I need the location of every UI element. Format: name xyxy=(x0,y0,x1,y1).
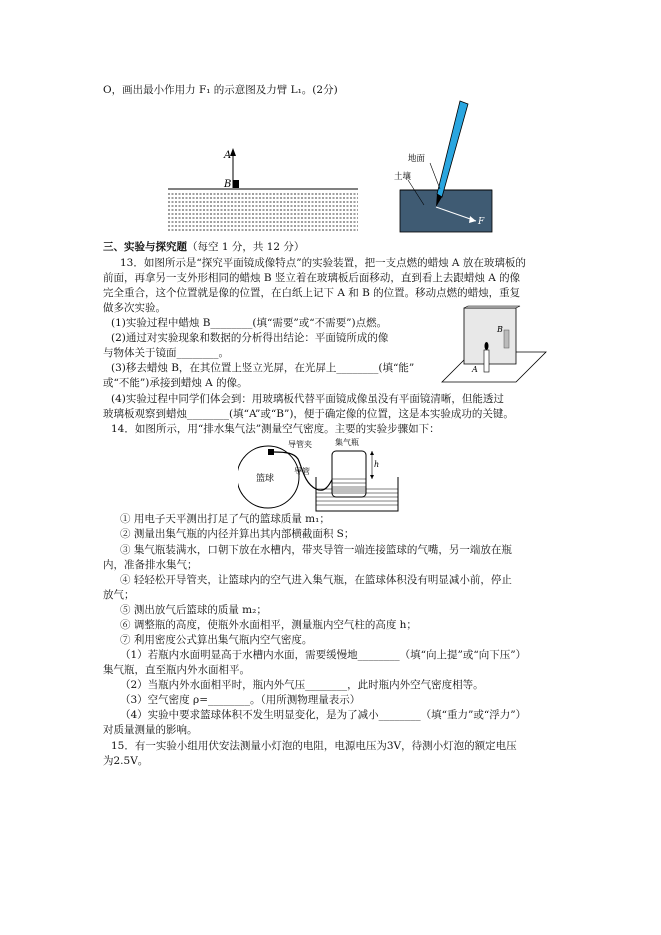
lever-figure xyxy=(168,140,358,232)
label-b: B xyxy=(224,179,232,190)
label-soil: 土壤 xyxy=(394,172,412,182)
q15-line-2: 为2.5V。 xyxy=(103,755,149,767)
soil-stick-figure xyxy=(392,97,502,235)
q13-part-2a: (2)通过对实验现象和数据的分析得出结论：平面镜所成的像 xyxy=(111,332,389,344)
q13-line-1: 13．如图所示是“探究平面镜成像特点”的实验装置，把一支点燃的蜡烛 A 放在玻璃板的 xyxy=(120,257,526,269)
q14-answer-4b: 对质量测量的影响。 xyxy=(103,724,198,736)
section-note: （每空 1 分，共 12 分） xyxy=(187,241,305,253)
q14-step-6: ⑥ 调整瓶的高度，使瓶外水面相平，测量瓶内空气柱的高度 h； xyxy=(120,619,417,631)
question-12-tail: O，画出最小作用力 F₁ 的示意图及力臂 L₁。(2分) xyxy=(103,84,338,96)
q13-part-4a: (4)实验过程中同学们体会到：用玻璃板代替平面镜成像虽没有平面镜清晰，但能透过 xyxy=(111,393,504,405)
label-ball: 篮球 xyxy=(256,474,275,484)
fig-label-a: A xyxy=(472,365,478,374)
q14-intro: 14．如图所示，用“排水集气法”测量空气密度。主要的实验步骤如下： xyxy=(111,423,440,435)
label-clip: 导管夹 xyxy=(288,440,312,449)
q14-step-3a: ③ 集气瓶装满水，口朝下放在水槽内，带夹导管一端连接篮球的气嘴，另一端放在瓶 xyxy=(120,544,512,556)
section-title: 三、实验与探究题 xyxy=(103,241,187,253)
q14-answer-2: （2）当瓶内外水面相平时，瓶内外气压________，此时瓶内外空气密度相等。 xyxy=(120,679,484,691)
q14-answer-4a: （4）实验中要求篮球体积不发生明显变化，是为了减小________（填“重力”或“浮力”） xyxy=(120,709,527,721)
label-bottle: 集气瓶 xyxy=(335,438,359,447)
label-a: A xyxy=(224,150,232,161)
q14-step-4a: ④ 轻轻松开导管夹，让篮球内的空气进入集气瓶，在篮球体积没有明显减小前，停止 xyxy=(120,574,512,586)
q13-part-1: (1)实验过程中蜡烛 B________(填“需要”或“不需要”)点燃。 xyxy=(111,317,388,329)
q13-part-4b: 玻璃板观察到蜡烛________(填“A”或“B”)，便于确定像的位置，这是本实验成功的关键。 xyxy=(103,408,514,420)
q14-step-7: ⑦ 利用密度公式算出集气瓶内空气密度。 xyxy=(120,634,313,646)
q13-line-3: 完全重合，这个位置就是像的位置，在白纸上记下 A 和 B 的位置。移动点燃的蜡烛，重复 xyxy=(103,287,521,299)
label-h: h xyxy=(374,460,380,469)
label-tube: 导管 xyxy=(294,467,310,476)
section-heading xyxy=(103,240,304,254)
mirror-experiment-figure xyxy=(438,302,548,388)
q14-step-3b: 内，准备排水集气； xyxy=(103,559,198,571)
q14-answer-3: （3）空气密度 ρ=________。（用所测物理量表示） xyxy=(120,694,361,706)
fig-label-b: B xyxy=(497,325,503,334)
label-ground: 地面 xyxy=(408,154,426,164)
q13-part-3a: (3)移去蜡烛 B，在其位置上竖立光屏，在光屏上________(填“能” xyxy=(111,362,415,374)
q14-answer-1a: （1）若瓶内水面明显高于水槽内水面，需要缓慢地________（填“向上提”或“向下压”） xyxy=(120,649,527,661)
q14-step-5: ⑤ 测出放气后篮球的质量 m₂； xyxy=(120,604,267,616)
gas-collection-figure xyxy=(238,437,404,513)
q14-step-4b: 放气； xyxy=(103,589,135,601)
q15-line-1: 15．有一实验小组用伏安法测量小灯泡的电阻，电源电压为3V，待测小灯泡的额定电压 xyxy=(111,740,517,752)
q13-part-2b: 与物体关于镜面________。 xyxy=(103,347,229,359)
q13-line-2: 前面，再拿另一支外形相同的蜡烛 B 竖立着在玻璃板后面移动，直到看上去跟蜡烛 A 的像 xyxy=(103,272,521,284)
q13-part-3b: 或“不能”)承接到蜡烛 A 的像。 xyxy=(103,377,248,389)
q13-line-4: 做多次实验。 xyxy=(103,302,166,314)
q14-step-1: ① 用电子天平测出打足了气的篮球质量 m₁； xyxy=(120,513,330,525)
q14-answer-1b: 集气瓶，直至瓶内外水面相平。 xyxy=(103,664,250,676)
q14-step-2: ② 测量出集气瓶的内径并算出其内部横截面积 S； xyxy=(120,528,355,540)
label-f: F xyxy=(478,217,485,227)
